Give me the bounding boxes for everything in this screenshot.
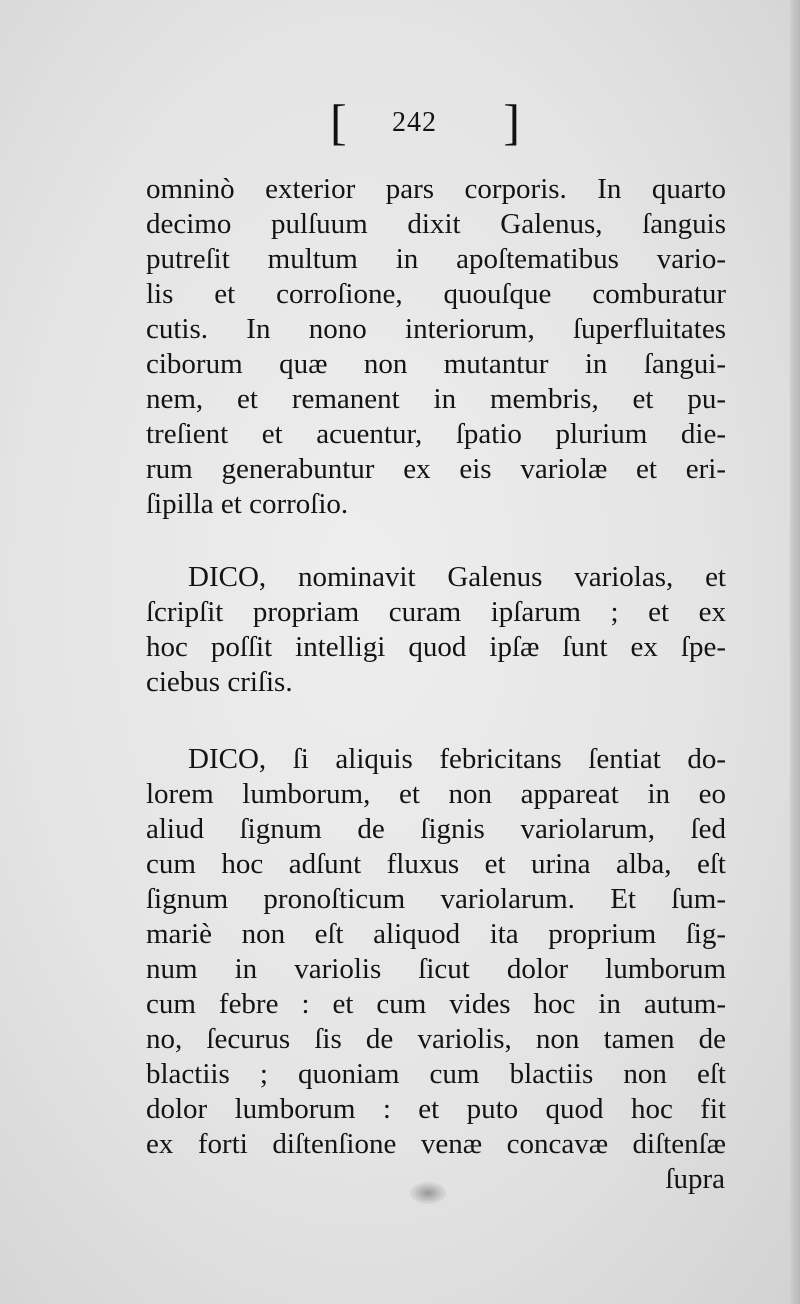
- text-line: lorem lumborum, et non appareat in eo: [146, 778, 726, 810]
- text-line: cum febre : et cum vides hoc in autum-: [146, 988, 726, 1020]
- text-line: ſipilla et corroſio.: [146, 488, 349, 520]
- text-line: ſcripſit propriam curam ipſarum ; et ex: [146, 596, 726, 628]
- text-line: nem, et remanent in membris, et pu-: [146, 383, 726, 415]
- text-line: ex forti diſtenſione venæ concavæ diſtenſæ: [146, 1128, 726, 1160]
- text-line: ſignum pronoſticum variolarum. Et ſum-: [146, 883, 726, 915]
- text-line: rum generabuntur ex eis variolæ et eri-: [146, 453, 726, 485]
- text-line: DICO, ſi aliquis febricitans ſentiat do-: [188, 743, 726, 775]
- paragraph-3: [146, 742, 726, 1162]
- text-line: cutis. In nono interiorum, ſuperfluitates: [146, 313, 726, 345]
- text-line: ciborum quæ non mutantur in ſangui-: [146, 348, 726, 380]
- text-line: mariè non eſt aliquod ita proprium ſig-: [146, 918, 726, 950]
- text-line: num in variolis ſicut dolor lumborum: [146, 953, 726, 985]
- text-line: lis et corroſione, quouſque comburatur: [146, 278, 726, 310]
- text-line: aliud ſignum de ſignis variolarum, ſed: [146, 813, 726, 845]
- text-line: treſient et acuentur, ſpatio plurium die-: [146, 418, 726, 450]
- text-line: hoc poſſit intelligi quod ipſæ ſunt ex ſpe-: [146, 631, 726, 663]
- text-line: omninò exterior pars corporis. In quarto: [146, 173, 726, 205]
- ink-smudge: [410, 1182, 446, 1204]
- text-line: blactiis ; quoniam cum blactiis non eſt: [146, 1058, 726, 1090]
- text-line: ciebus criſis.: [146, 666, 293, 698]
- text-line: cum hoc adſunt fluxus et urina alba, eſt: [146, 848, 726, 880]
- paragraph-2: [146, 560, 726, 700]
- text-line: decimo pulſuum dixit Galenus, ſanguis: [146, 208, 726, 240]
- text-line: dolor lumborum : et puto quod hoc fit: [146, 1093, 726, 1125]
- header-bracket-left: [: [330, 94, 347, 150]
- page-number: 242: [392, 107, 437, 138]
- page-header: [330, 92, 520, 152]
- text-line: no, ſecurus ſis de variolis, non tamen de: [146, 1023, 726, 1055]
- paragraph-1: [146, 172, 726, 522]
- text-line: DICO, nominavit Galenus variolas, et: [188, 561, 726, 593]
- text-line: putreſit multum in apoſtematibus vario-: [146, 243, 726, 275]
- catchword: ſupra: [665, 1163, 725, 1195]
- page-edge-shadow: [790, 0, 800, 1304]
- header-bracket-right: ]: [503, 94, 520, 150]
